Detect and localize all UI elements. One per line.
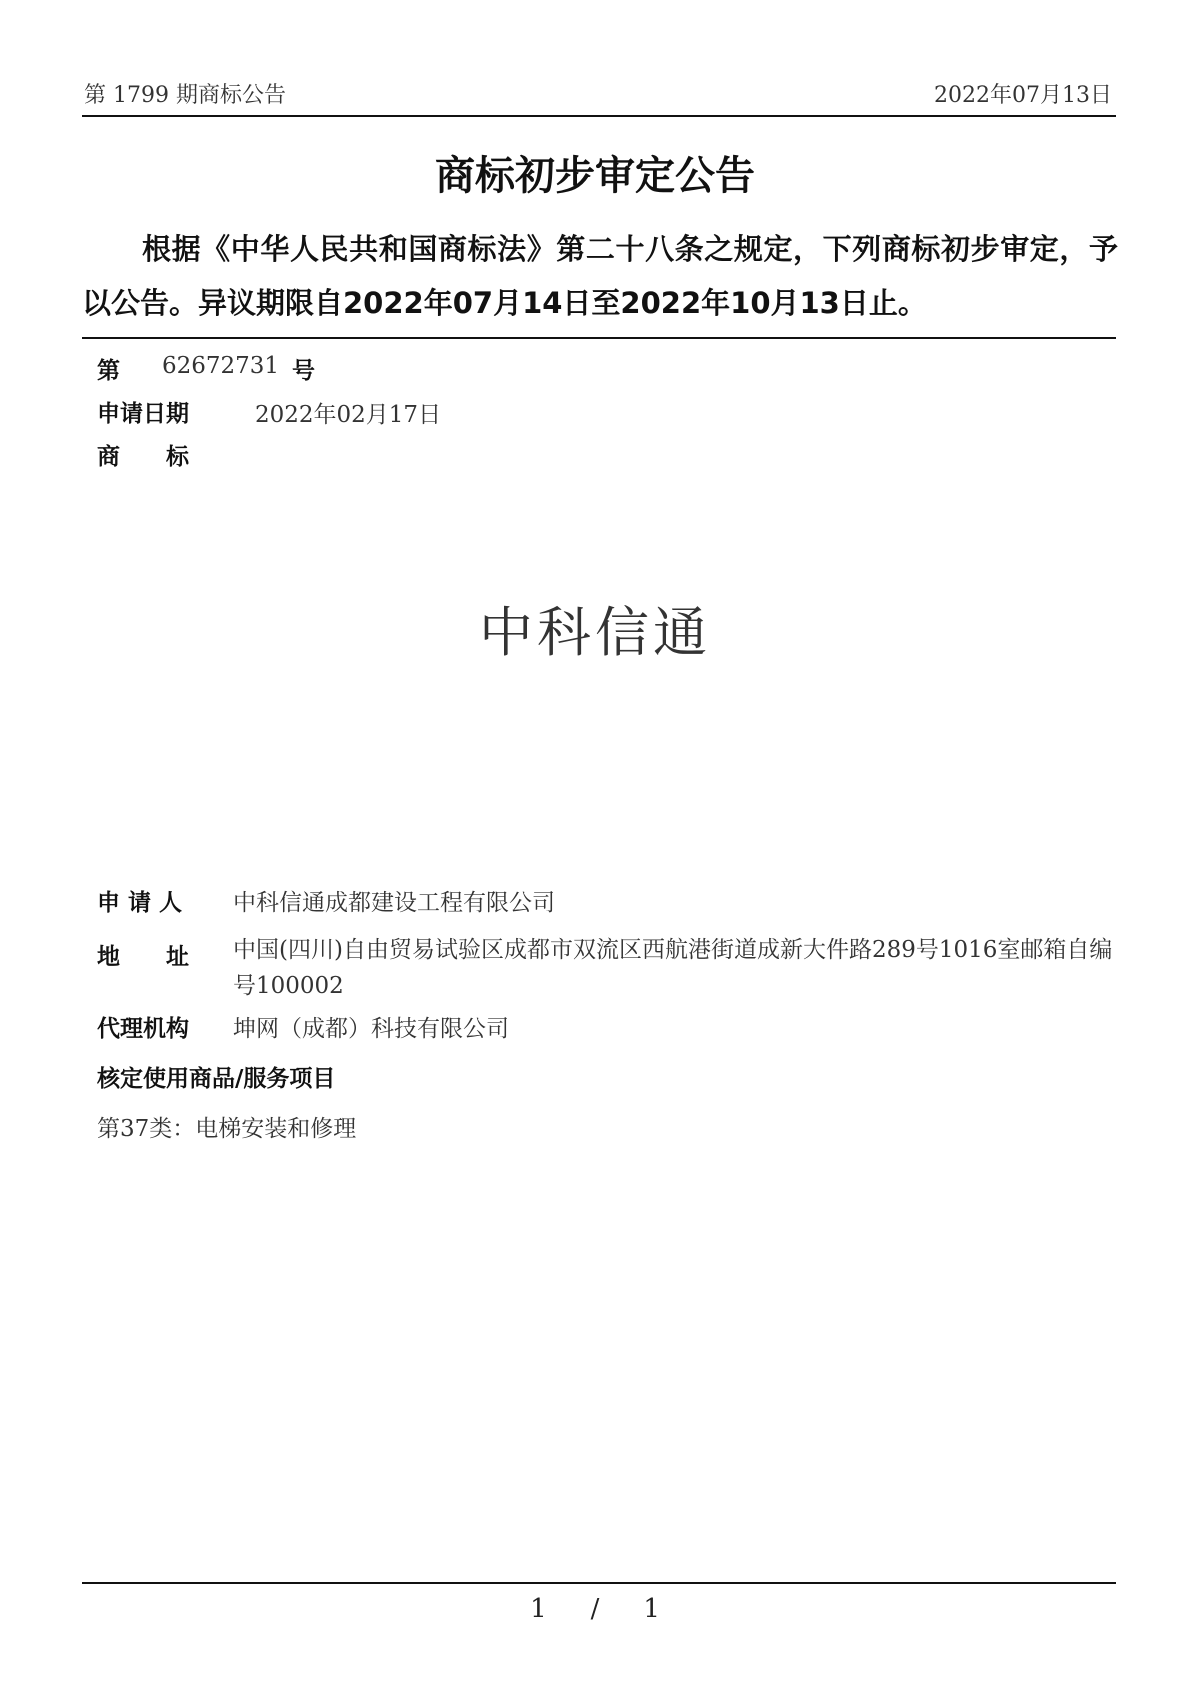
registration-number: 62672731 <box>162 353 280 379</box>
page-current: 1 <box>530 1594 547 1624</box>
agent-name: 坤网（成都）科技有限公司 <box>233 1016 509 1042</box>
goods-label: 核定使用商品/服务项目 <box>97 1066 336 1092</box>
page-separator: / <box>590 1594 600 1624</box>
notice-paragraph: 根据《中华人民共和国商标法》第二十八条之规定，下列商标初步审定，予以公告。异议期限自2022年07月14日至2022年10月13日止。 <box>82 232 1118 320</box>
applicant-address: 中国(四川)自由贸易试验区成都市双流区西航港街道成新大件路289号1016室邮箱自编号100002 <box>233 937 1113 999</box>
page-title: 商标初步审定公告 <box>435 153 755 199</box>
number-prefix: 第 <box>97 358 120 384</box>
section-rule <box>82 337 1116 339</box>
issue-number: 第 1799 期商标公告 <box>84 83 286 108</box>
trademark-label: 商 标 <box>97 444 189 470</box>
number-suffix: 号 <box>292 358 315 384</box>
header-rule <box>82 115 1116 117</box>
address-label: 地 址 <box>97 944 189 970</box>
trademark-text: 中科信通 <box>479 601 711 664</box>
applicant-name: 中科信通成都建设工程有限公司 <box>233 890 555 916</box>
issue-date: 2022年07月13日 <box>934 83 1112 108</box>
page-indicator <box>0 1594 1190 1624</box>
page-total: 1 <box>643 1594 660 1624</box>
application-date: 2022年02月17日 <box>255 402 442 428</box>
application-date-label: 申请日期 <box>97 401 189 427</box>
applicant-label: 申 请 人 <box>97 890 183 916</box>
agent-label: 代理机构 <box>97 1016 189 1042</box>
footer-rule <box>82 1582 1116 1584</box>
goods-services: 第37类：电梯安装和修理 <box>97 1116 357 1142</box>
